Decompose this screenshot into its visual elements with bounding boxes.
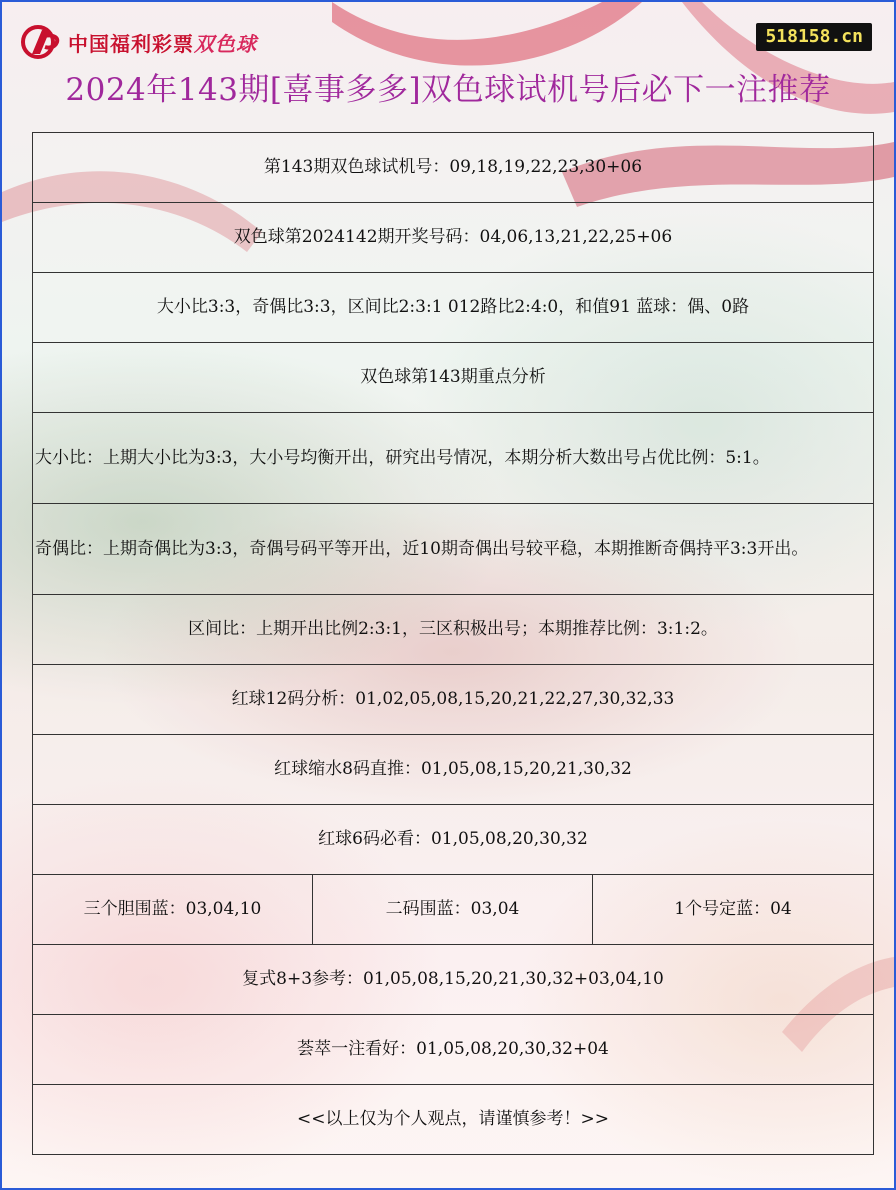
- red-12-cell: 红球12码分析：01,02,05,08,15,20,21,22,27,30,32,33: [33, 665, 874, 735]
- table-row: [33, 1015, 874, 1085]
- table-row: [33, 805, 874, 875]
- table-row: [33, 504, 874, 595]
- size-ratio-cell: 大小比：上期大小比为3:3，大小号均衡开出，研究出号情况，本期分析大数出号占优比例：5:1。: [33, 413, 874, 504]
- site-badge[interactable]: 518158.cn: [756, 23, 872, 51]
- zone-ratio-cell: 区间比：上期开出比例2:3:1，三区积极出号；本期推荐比例：3:1:2。: [33, 595, 874, 665]
- table-row: [33, 343, 874, 413]
- blue-one-cell: 1个号定蓝：04: [593, 875, 874, 945]
- lottery-logo: [20, 24, 257, 60]
- blue-two-cell: 二码围蓝：03,04: [313, 875, 593, 945]
- best-single-cell: 荟萃一注看好：01,05,08,20,30,32+04: [33, 1015, 874, 1085]
- table-row: [33, 273, 874, 343]
- table-row: [33, 413, 874, 504]
- welfare-lottery-logo-icon: [20, 24, 64, 60]
- table-row: [33, 945, 874, 1015]
- table-row: [33, 133, 874, 203]
- trial-numbers-cell: 第143期双色球试机号：09,18,19,22,23,30+06: [33, 133, 874, 203]
- table-row: [33, 1085, 874, 1155]
- red-8-cell: 红球缩水8码直推：01,05,08,15,20,21,30,32: [33, 735, 874, 805]
- red-6-cell: 红球6码必看：01,05,08,20,30,32: [33, 805, 874, 875]
- page-title: 2024年143期[喜事多多]双色球试机号后必下一注推荐: [65, 72, 831, 108]
- previous-draw-cell: 双色球第2024142期开奖号码：04,06,13,21,22,25+06: [33, 203, 874, 273]
- table-row: [33, 203, 874, 273]
- logo-product-text: 双色球: [194, 31, 257, 56]
- prediction-table: [32, 132, 874, 1155]
- table-row: [33, 875, 874, 945]
- compound-cell: 复式8+3参考：01,05,08,15,20,21,30,32+03,04,10: [33, 945, 874, 1015]
- analysis-heading-cell: 双色球第143期重点分析: [33, 343, 874, 413]
- table-row: [33, 665, 874, 735]
- blue-three-cell: 三个胆围蓝：03,04,10: [33, 875, 313, 945]
- odd-even-cell: 奇偶比：上期奇偶比为3:3，奇偶号码平等开出，近10期奇偶出号较平稳，本期推断奇偶持平3:3开出。: [33, 504, 874, 595]
- table-row: [33, 735, 874, 805]
- table-row: [33, 595, 874, 665]
- disclaimer-cell: <<以上仅为个人观点，请谨慎参考！>>: [33, 1085, 874, 1155]
- logo-text: [68, 28, 257, 57]
- logo-org-text: 中国福利彩票: [68, 31, 194, 56]
- previous-stats-cell: 大小比3:3，奇偶比3:3，区间比2:3:1 012路比2:4:0，和值91 蓝球：偶、0路: [33, 273, 874, 343]
